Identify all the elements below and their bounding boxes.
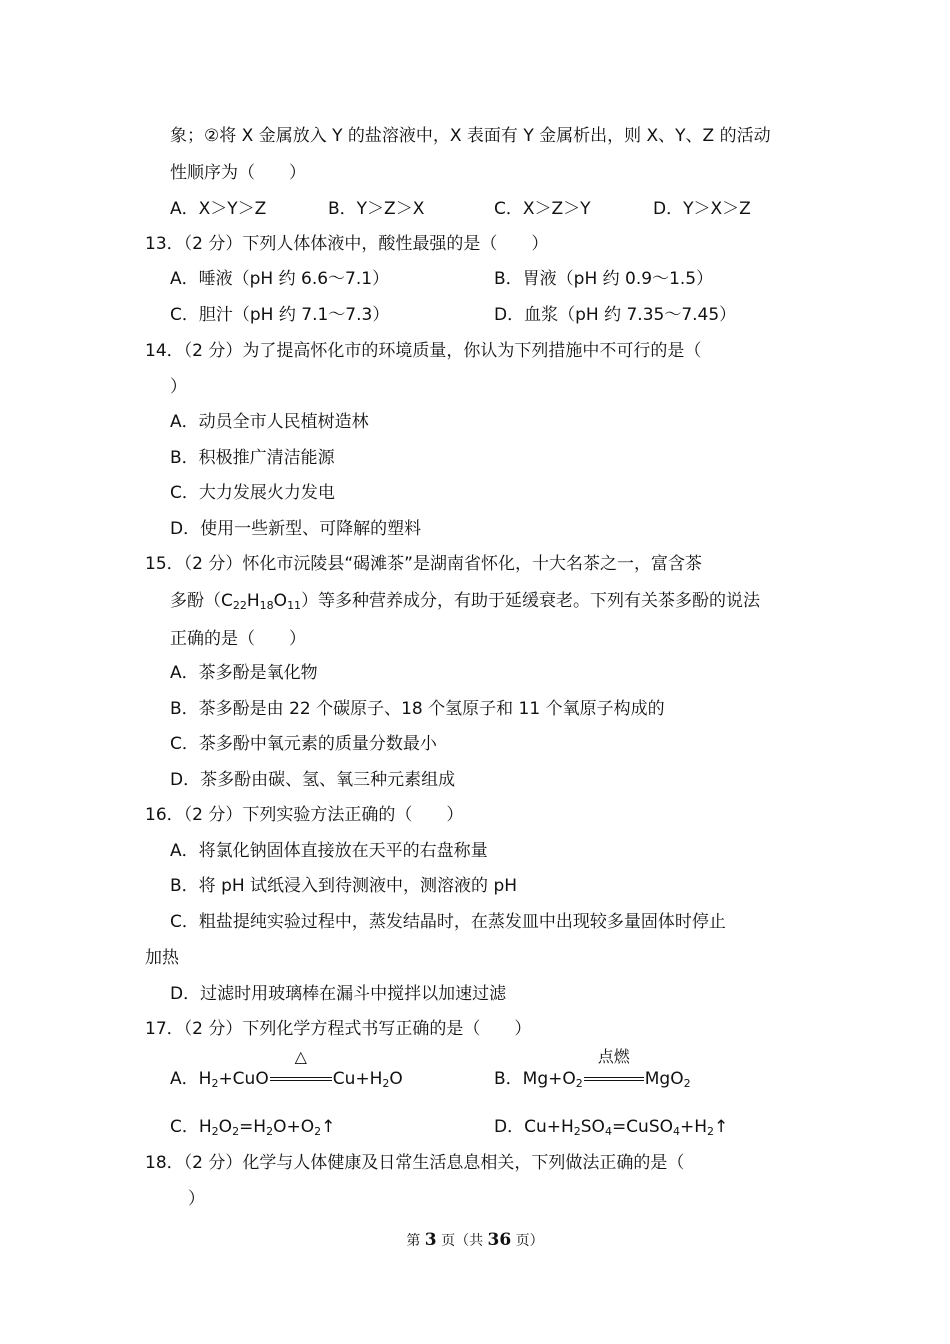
q15-option-d: D．茶多酚由碳、氢、氧三种元素组成 [170,770,456,790]
q12-option-a: A．X＞Y＞Z [170,199,267,219]
q17-option-c: C．$H_2O_2=H_2O+O_2↑$ [170,1117,336,1138]
gas-arrow-icon: ↑ [714,1117,729,1137]
q13-option-a: A．唾液（pH 约 6.6～7.1） [170,269,390,289]
q12-option-c: C．X＞Z＞Y [494,199,591,219]
q12-option-b: B．Y＞Z＞X [328,199,425,219]
q15-option-b: B．茶多酚是由 22 个碳原子、18 个氢原子和 11 个氧原子构成的 [170,699,665,719]
q15-option-c: C．茶多酚中氧元素的质量分数最小 [170,734,437,754]
q13-option-c: C．胆汁（pH 约 7.1～7.3） [170,305,390,325]
q15-line3: 正确的是（ ） [170,629,306,649]
q17-option-a: A．$H_2+CuO$ △ $Cu+H_2O$ [170,1047,403,1090]
q14-option-b: B．积极推广清洁能源 [170,448,335,468]
q17-option-d: D．$Cu+H_2SO_4=CuSO_4+H_2↑$ [494,1117,729,1138]
q13-option-b: B．胃液（pH 约 0.9～1.5） [494,269,714,289]
page-number: 3 [424,1230,437,1250]
q18-stem-end: ） [188,1189,205,1209]
q16-option-d: D．过滤时用玻璃棒在漏斗中搅拌以加速过滤 [170,984,507,1004]
q15-line2: 多酚$(C_{22}H_{18}O_{11})$等多种营养成分，有助于延缓衰老。下列有关茶多酚的说法 [170,591,761,612]
equation-condition-ignite: 点燃 [584,1068,644,1090]
q15-option-a: A．茶多酚是氧化物 [170,663,318,683]
q14-stem: 14．（2 分）为了提高怀化市的环境质量，你认为下列措施中不可行的是（ [145,341,702,361]
q14-option-c: C．大力发展火力发电 [170,483,335,503]
q12-option-d: D．Y＞X＞Z [653,199,751,219]
page-total: 36 [487,1230,512,1250]
q17-option-b: B．$Mg+O_2$ 点燃 MgO$_2$ [494,1047,691,1090]
q16-option-b: B．将 pH 试纸浸入到待测液中，测溶液的 pH [170,876,518,896]
gas-arrow-icon: ↑ [321,1117,336,1137]
q12-line2: 性顺序为（ ） [170,163,306,183]
equation-condition-heat: △ [270,1068,332,1090]
q14-stem-end: ） [170,377,187,397]
q16-option-c: C．粗盐提纯实验过程中，蒸发结晶时，在蒸发皿中出现较多量固体时停止 [170,912,726,932]
q14-option-d: D．使用一些新型、可降解的塑料 [170,519,422,539]
q12-line1: 象；②将 X 金属放入 Y 的盐溶液中，X 表面有 Y 金属析出，则 X、Y、Z 的活动 [170,126,771,146]
q17-stem: 17．（2 分）下列化学方程式书写正确的是（ ） [145,1019,532,1039]
q13-option-d: D．血浆（pH 约 7.35～7.45） [494,305,737,325]
q15-line1: 15．（2 分）怀化市沅陵县“碣滩茶”是湖南省怀化，十大名茶之一，富含茶 [145,554,702,574]
q16-stem: 16．（2 分）下列实验方法正确的（ ） [145,805,464,825]
q16-option-c-cont: 加热 [145,948,179,968]
q18-stem: 18．（2 分）化学与人体健康及日常生活息息相关，下列做法正确的是（ [145,1153,685,1173]
q14-option-a: A．动员全市人民植树造林 [170,412,369,432]
page-footer: 第 3 页（共 36 页） [406,1230,544,1250]
q16-option-a: A．将氯化钠固体直接放在天平的右盘称量 [170,841,488,861]
q13-stem: 13．（2 分）下列人体体液中，酸性最强的是（ ） [145,234,549,254]
